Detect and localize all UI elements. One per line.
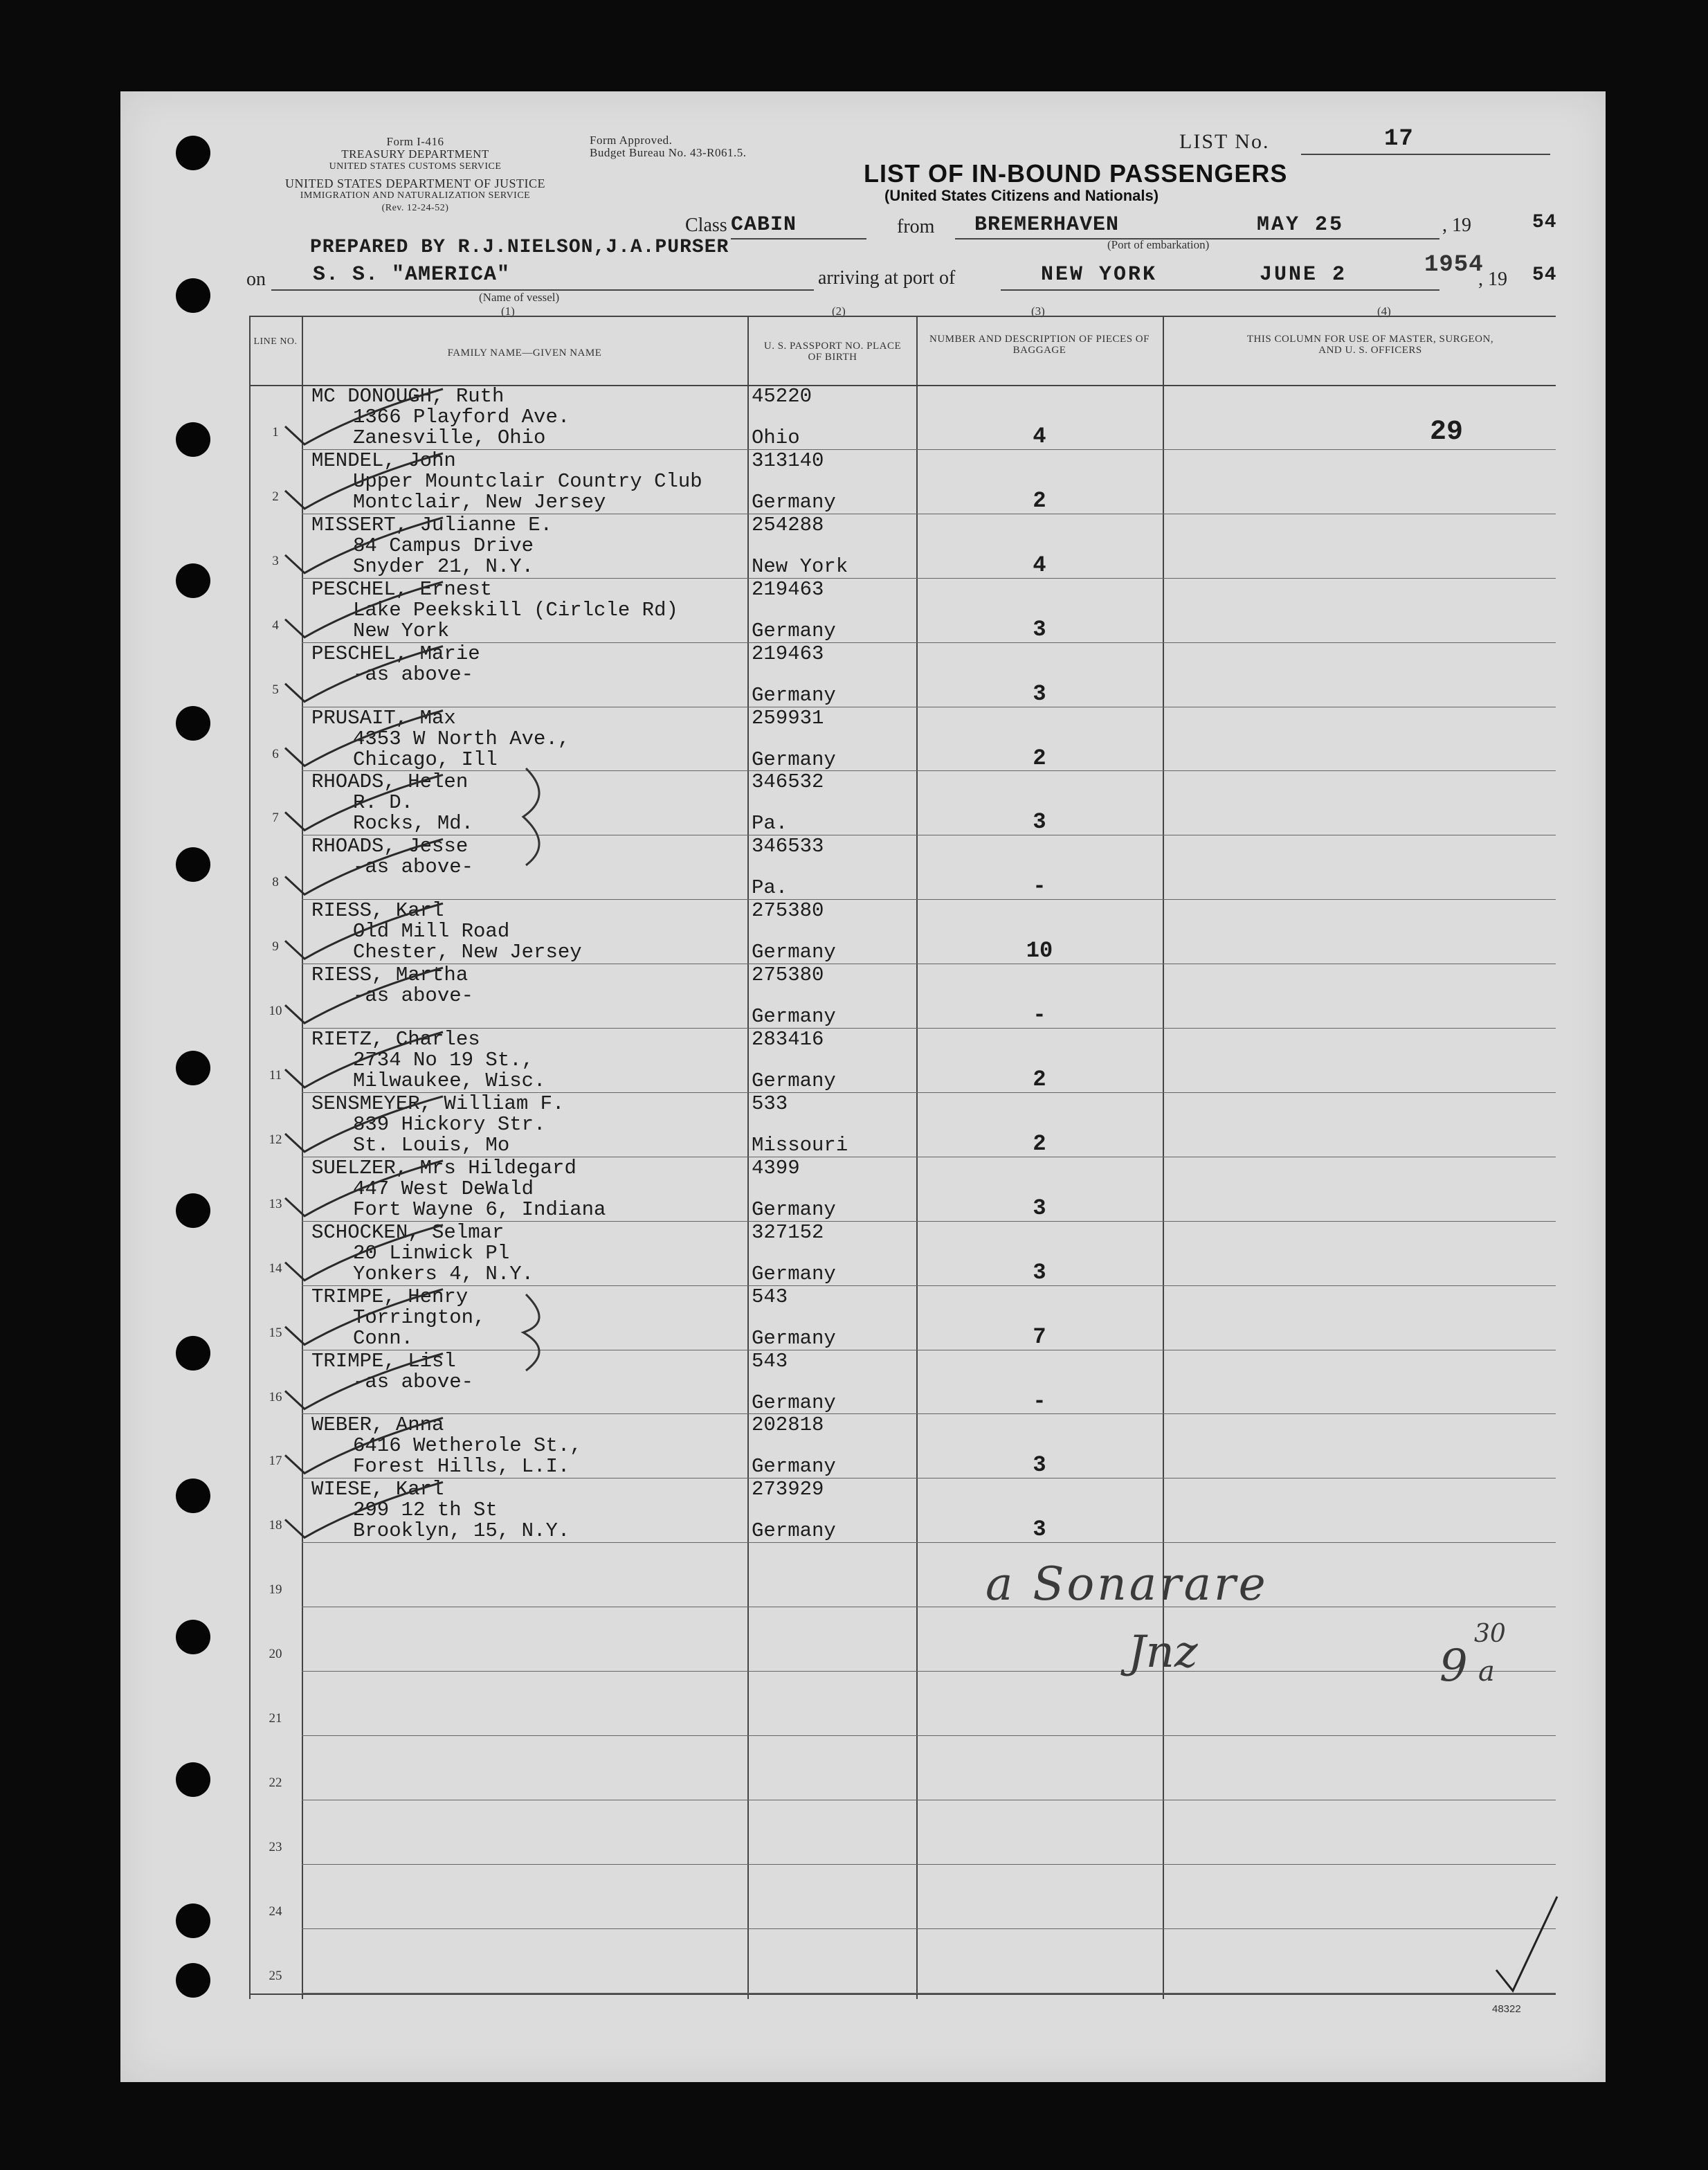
passport-number: 275380: [752, 899, 824, 923]
passenger-name: RIESS, Martha: [311, 964, 469, 987]
passenger-name: TRIMPE, Lisl: [311, 1349, 456, 1373]
on-label: on: [246, 269, 266, 290]
passenger-name: MENDEL, John: [311, 449, 456, 472]
check-mark-icon: [285, 647, 443, 702]
check-mark-icon: [285, 453, 443, 509]
passenger-address-2: New York: [353, 619, 450, 642]
col-number-1: (1): [501, 305, 515, 318]
baggage-count: 3: [1033, 616, 1046, 642]
check-mark-icon: [285, 582, 443, 638]
line-number: 24: [269, 1904, 282, 1919]
place-of-birth: Missouri: [752, 1133, 848, 1157]
check-mark-icon: [285, 968, 443, 1023]
baggage-count: -: [1033, 874, 1046, 900]
passenger-address-2: Fort Wayne 6, Indiana: [353, 1197, 606, 1221]
revision-date: (Rev. 12-24-52): [381, 203, 449, 213]
passenger-name: MISSERT, Julianne E.: [311, 513, 553, 536]
line-number: 1: [272, 425, 279, 440]
passenger-name: WEBER, Anna: [311, 1413, 444, 1437]
baggage-count: 2: [1033, 745, 1046, 771]
col-number-4: (4): [1377, 305, 1391, 318]
baggage-count: -: [1033, 1002, 1046, 1029]
brace-mark-icon: [523, 1294, 539, 1371]
passenger-address-1: -as above-: [353, 662, 474, 686]
passenger-address-1: R. D.: [353, 791, 414, 815]
passenger-address-1: -as above-: [353, 984, 474, 1008]
line-number: 8: [272, 875, 279, 890]
col-number-3: (3): [1031, 305, 1045, 318]
baggage-count: 2: [1033, 1130, 1046, 1157]
baggage-count: 2: [1033, 1067, 1046, 1092]
check-mark-icon: [1496, 1897, 1557, 1991]
passenger-name: PRUSAIT, Max: [311, 706, 456, 730]
line-number: 19: [269, 1582, 282, 1598]
line-number: 16: [269, 1389, 282, 1404]
col-header-name: FAMILY NAME—GIVEN NAME: [447, 347, 602, 359]
arrival-port: NEW YORK: [1041, 263, 1158, 287]
passenger-address-1: 84 Campus Drive: [353, 534, 534, 557]
list-no-value: 17: [1384, 126, 1414, 152]
line-number: 2: [272, 489, 279, 504]
place-of-birth: Germany: [752, 619, 836, 642]
baggage-count: 4: [1033, 424, 1046, 449]
passport-number: 45220: [752, 385, 812, 408]
passenger-address-2: Montclair, New Jersey: [353, 490, 606, 514]
passenger-name: TRIMPE, Henry: [311, 1285, 469, 1308]
baggage-count: 3: [1033, 1195, 1046, 1221]
year-prefix-1: , 19: [1442, 215, 1471, 236]
place-of-birth: Germany: [752, 1391, 836, 1414]
place-of-birth: Germany: [752, 1455, 836, 1479]
passport-number: 4399: [752, 1156, 800, 1179]
place-of-birth: Germany: [752, 1326, 836, 1350]
baggage-count: -: [1033, 1388, 1046, 1414]
check-mark-icon: [285, 711, 443, 766]
handwritten-time: 9: [1439, 1640, 1468, 1692]
check-mark-icon: [285, 518, 443, 573]
col-header-baggage: NUMBER AND DESCRIPTION OF PIECES OF BAGGAGE: [929, 334, 1150, 356]
passenger-address-1: 299 12 th St: [353, 1499, 498, 1522]
line-number: 6: [272, 746, 279, 761]
check-mark-icon: [285, 389, 443, 444]
from-label: from: [897, 216, 935, 237]
check-mark-icon: [285, 1354, 443, 1409]
passenger-name: WIESE, Karl: [311, 1478, 444, 1501]
passenger-address-2: Forest Hills, L.I.: [353, 1455, 570, 1479]
line-number: 25: [269, 1968, 282, 1983]
ins-service: IMMIGRATION AND NATURALIZATION SERVICE: [300, 190, 531, 201]
treasury-dept: TREASURY DEPARTMENT: [341, 147, 489, 161]
place-of-birth: Germany: [752, 748, 836, 771]
budget-bureau: Budget Bureau No. 43-R061.5.: [590, 146, 747, 159]
check-mark-icon: [285, 1161, 443, 1216]
passport-number: 346533: [752, 835, 824, 858]
handwritten-annotation: a Sonarare: [985, 1557, 1269, 1611]
passenger-address-1: 4353 W North Ave.,: [353, 727, 570, 750]
place-of-birth: Pa.: [752, 876, 788, 900]
passenger-address-1: Old Mill Road: [353, 920, 510, 943]
line-number: 17: [269, 1454, 282, 1469]
passenger-name: PESCHEL, Marie: [311, 642, 480, 665]
passport-number: 543: [752, 1285, 788, 1308]
passenger-address-2: Chicago, Ill: [353, 748, 498, 771]
handwritten-initials: Jnz: [1128, 1627, 1198, 1678]
check-mark-icon: [285, 839, 443, 894]
passport-number: 273929: [752, 1478, 824, 1501]
line-number: 12: [269, 1132, 282, 1147]
passenger-address-2: Snyder 21, N.Y.: [353, 554, 534, 578]
page-title: LIST OF IN-BOUND PASSENGERS: [864, 159, 1288, 188]
port-of-embarkation-caption: (Port of embarkation): [1107, 238, 1210, 251]
passenger-address-1: -as above-: [353, 856, 474, 879]
list-no-label: LIST No.: [1179, 130, 1270, 153]
justice-dept: UNITED STATES DEPARTMENT OF JUSTICE: [284, 177, 545, 190]
year-1: 54: [1532, 212, 1557, 233]
passport-number: 543: [752, 1349, 788, 1373]
passenger-address-1: 1366 Playford Ave.: [353, 406, 570, 428]
arrival-stamp-year: 1954: [1424, 252, 1484, 278]
check-mark-icon: [285, 775, 443, 830]
place-of-birth: Germany: [752, 1005, 836, 1029]
class-value: CABIN: [731, 213, 797, 237]
passport-number: 533: [752, 1092, 788, 1115]
passenger-address-2: Conn.: [353, 1326, 414, 1350]
embarkation-port: BREMERHAVEN: [974, 213, 1120, 237]
baggage-count: 10: [1026, 938, 1053, 964]
check-mark-icon: [285, 1225, 443, 1281]
passport-number: 283416: [752, 1028, 824, 1051]
form-number: Form I-416: [386, 135, 444, 148]
passenger-name: RIETZ, Charles: [311, 1028, 480, 1051]
passenger-address-1: 839 Hickory Str.: [353, 1112, 546, 1136]
baggage-count: 3: [1033, 1259, 1046, 1285]
brace-mark-icon: [523, 768, 539, 865]
customs-service: UNITED STATES CUSTOMS SERVICE: [329, 161, 502, 172]
baggage-count: 3: [1033, 1452, 1046, 1479]
passenger-address-1: 2734 No 19 St.,: [353, 1049, 534, 1072]
place-of-birth: Germany: [752, 683, 836, 707]
passenger-address-1: -as above-: [353, 1370, 474, 1393]
place-of-birth: Germany: [752, 1519, 836, 1543]
line-number: 11: [269, 1068, 282, 1083]
passenger-address-2: Brooklyn, 15, N.Y.: [353, 1519, 570, 1543]
place-of-birth: Germany: [752, 941, 836, 964]
form-approved: Form Approved.: [590, 134, 673, 147]
place-of-birth: Pa.: [752, 812, 788, 835]
line-number: 4: [272, 617, 279, 633]
baggage-count: 3: [1033, 1517, 1046, 1543]
passenger-address-1: 6416 Wetherole St.,: [353, 1434, 582, 1458]
line-number: 9: [272, 939, 279, 955]
passenger-name: SCHOCKEN, Selmar: [311, 1220, 505, 1244]
line-number: 14: [269, 1260, 282, 1276]
line-number: 7: [272, 811, 279, 826]
place-of-birth: New York: [752, 554, 848, 578]
line-number: 20: [269, 1647, 282, 1662]
year-prefix-2: , 19: [1478, 269, 1507, 290]
passport-number: 219463: [752, 642, 824, 665]
passenger-name: RIESS, Karl: [311, 899, 444, 923]
passport-number: 259931: [752, 706, 824, 730]
check-mark-icon: [285, 1418, 443, 1473]
baggage-count: 4: [1033, 552, 1046, 578]
passenger-address-2: Milwaukee, Wisc.: [353, 1069, 546, 1092]
passenger-name: SENSMEYER, William F.: [311, 1092, 565, 1115]
passport-number: 219463: [752, 577, 824, 601]
line-number: 23: [269, 1839, 282, 1854]
passenger-address-1: Upper Mountclair Country Club: [353, 469, 702, 493]
passenger-name: MC DONOUGH, Ruth: [311, 385, 505, 408]
line-number: 3: [272, 553, 279, 568]
passenger-name: PESCHEL, Ernest: [311, 577, 493, 601]
embarkation-date: MAY 25: [1257, 213, 1345, 237]
baggage-count: 7: [1033, 1323, 1046, 1350]
class-label: Class: [685, 215, 727, 236]
officer-note: 29: [1429, 417, 1463, 448]
passenger-address-2: Yonkers 4, N.Y.: [353, 1262, 534, 1285]
place-of-birth: Germany: [752, 1197, 836, 1221]
passenger-address-1: 447 West DeWald: [353, 1177, 534, 1200]
passenger-address-1: Lake Peekskill (Cirlcle Rd): [353, 598, 678, 622]
line-number: 10: [269, 1004, 282, 1019]
col-header-passport: U. S. PASSPORT NO. PLACE OF BIRTH: [763, 341, 902, 363]
passport-number: 275380: [752, 964, 824, 987]
place-of-birth: Ohio: [752, 426, 800, 449]
check-mark-icon: [285, 899, 444, 959]
handwritten-time-suffix: a: [1478, 1656, 1495, 1688]
year-2: 54: [1532, 264, 1557, 286]
line-number: 5: [272, 682, 279, 697]
baggage-count: 2: [1033, 487, 1046, 514]
arriving-label: arriving at port of: [818, 267, 956, 289]
passenger-address-2: Zanesville, Ohio: [353, 426, 546, 449]
passport-number: 346532: [752, 770, 824, 794]
check-mark-icon: [285, 1032, 443, 1087]
col-number-2: (2): [832, 305, 846, 318]
passenger-address-2: St. Louis, Mo: [353, 1133, 510, 1157]
passenger-address-1: 20 Linwick Pl: [353, 1241, 510, 1265]
line-number: 15: [269, 1325, 282, 1340]
baggage-count: 3: [1033, 680, 1046, 707]
passenger-name: RHOADS, Jesse: [311, 835, 469, 858]
col-header-officers: THIS COLUMN FOR USE OF MASTER, SURGEON, AND U. S. OFFICERS: [1246, 334, 1494, 356]
passenger-name: SUELZER, Mrs Hildegard: [311, 1156, 576, 1179]
col-header-line-no: LINE NO.: [253, 336, 298, 347]
passenger-address-2: Rocks, Md.: [353, 812, 474, 835]
passenger-name: RHOADS, Helen: [311, 770, 469, 794]
page-subtitle: (United States Citizens and Nationals): [884, 187, 1159, 204]
passport-number: 254288: [752, 513, 824, 536]
passport-number: 313140: [752, 449, 824, 472]
passport-number: 327152: [752, 1220, 824, 1244]
line-number: 18: [269, 1518, 282, 1533]
handwritten-time-minutes: 30: [1474, 1620, 1506, 1648]
form-serial-number: 48322: [1492, 2003, 1521, 2015]
place-of-birth: Germany: [752, 1069, 836, 1092]
arrival-date: JUNE 2: [1260, 263, 1347, 287]
line-number: 22: [269, 1775, 282, 1790]
passenger-address-2: Chester, New Jersey: [353, 941, 582, 964]
check-mark-icon: [285, 1096, 443, 1152]
place-of-birth: Germany: [752, 490, 836, 514]
check-mark-icon: [285, 1482, 443, 1537]
vessel-name: S. S. "AMERICA": [313, 263, 511, 287]
check-mark-icon: [285, 1290, 443, 1345]
prepared-by: PREPARED BY R.J.NIELSON,J.A.PURSER: [310, 237, 729, 258]
baggage-count: 3: [1033, 809, 1046, 835]
line-number: 21: [269, 1711, 282, 1726]
passenger-address-1: Torrington,: [353, 1305, 486, 1329]
line-number: 13: [269, 1196, 282, 1211]
passport-number: 202818: [752, 1413, 824, 1437]
vessel-caption: (Name of vessel): [479, 291, 560, 304]
place-of-birth: Germany: [752, 1262, 836, 1285]
